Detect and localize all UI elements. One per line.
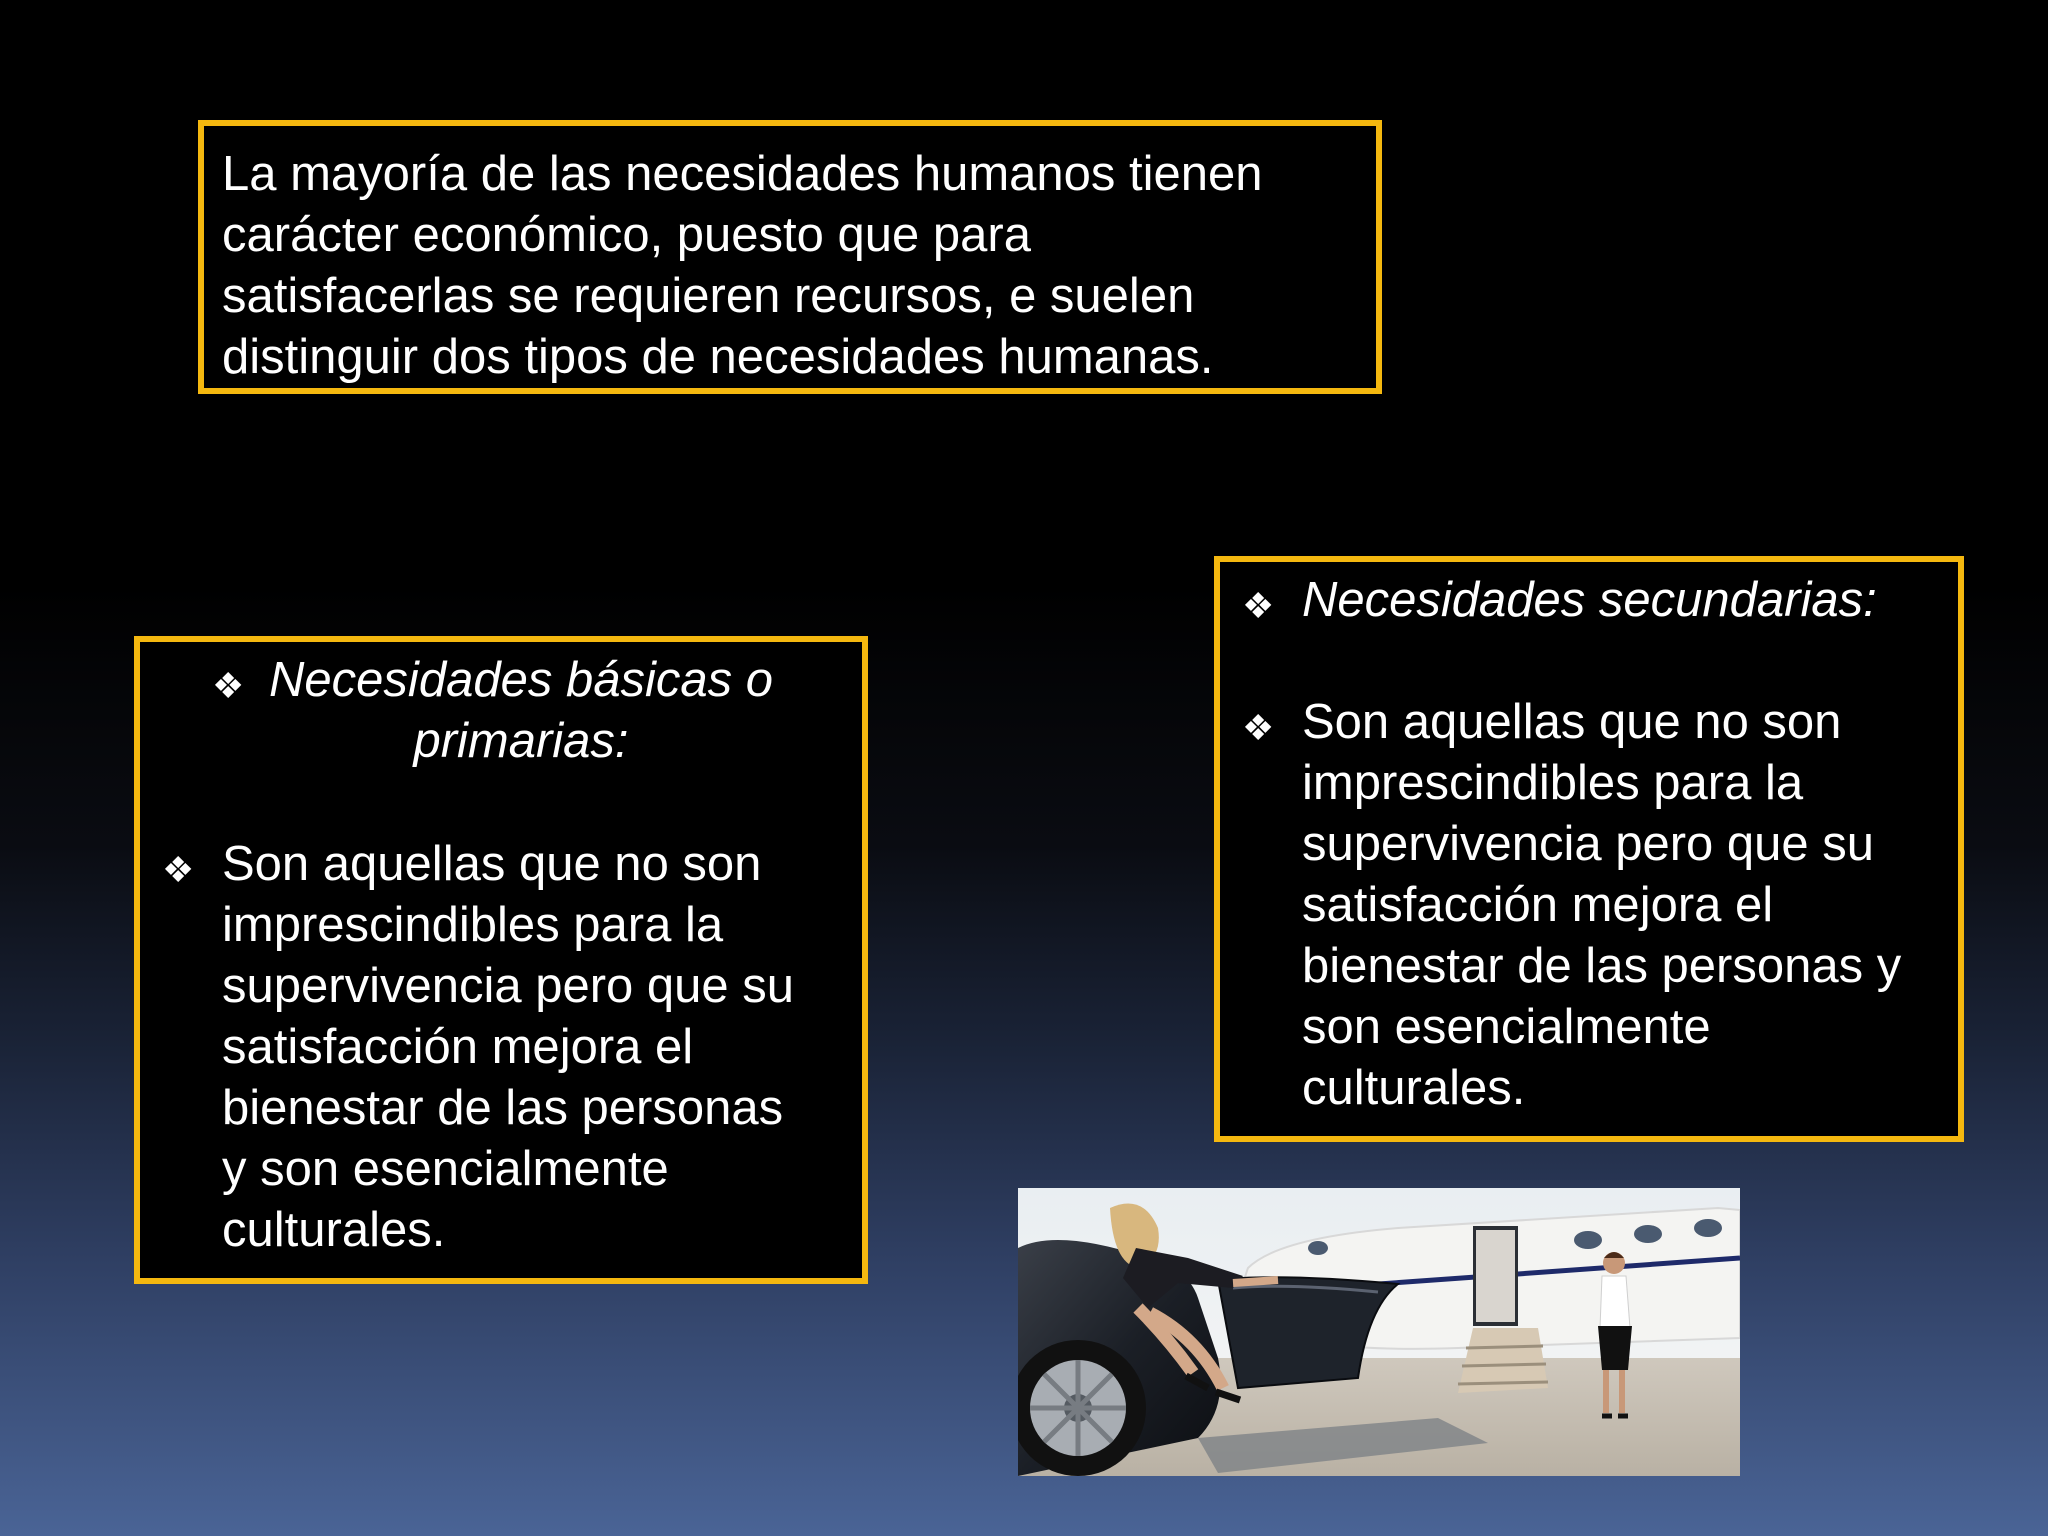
primary-body-line: satisfacción mejora el	[222, 1020, 694, 1074]
primary-body-line: y son esencialmente	[222, 1142, 669, 1196]
primary-needs-box	[134, 636, 868, 1284]
secondary-needs-box	[1214, 556, 1964, 1142]
luxury-car-jet-photo	[1018, 1188, 1740, 1476]
secondary-body-line: supervivencia pero que su	[1302, 817, 1875, 871]
secondary-body-line: Son aquellas que no son	[1302, 695, 1842, 749]
intro-text-box	[198, 120, 1382, 394]
bullet-diamond-icon: ❖	[1242, 707, 1275, 748]
bullet-diamond-icon: ❖	[162, 849, 195, 890]
primary-body-line: supervivencia pero que su	[222, 959, 795, 1013]
intro-paragraph	[204, 126, 1376, 400]
intro-line: satisfacerlas se requieren recursos, e suelen	[222, 269, 1195, 323]
intro-line: carácter económico, puesto que para	[222, 208, 1031, 262]
primary-body	[222, 834, 794, 1261]
secondary-heading: Necesidades secundarias:	[1302, 573, 1877, 627]
intro-line: distinguir dos tipos de necesidades humanas.	[222, 330, 1214, 384]
secondary-body-line: satisfacción mejora el	[1302, 878, 1774, 932]
intro-line: La mayoría de las necesidades humanos tienen	[222, 147, 1263, 201]
primary-heading	[140, 650, 862, 772]
primary-heading-line: Necesidades básicas o	[269, 653, 773, 707]
secondary-body	[1302, 692, 1901, 1119]
primary-body-line: bienestar de las personas	[222, 1081, 784, 1135]
secondary-body-line: culturales.	[1302, 1061, 1526, 1115]
bullet-diamond-icon: ❖	[212, 665, 245, 706]
secondary-body-line: son esencialmente	[1302, 1000, 1711, 1054]
secondary-body-line: bienestar de las personas y	[1302, 939, 1902, 993]
primary-body-line: culturales.	[222, 1203, 446, 1257]
bullet-diamond-icon: ❖	[1242, 585, 1275, 626]
primary-heading-line: primarias:	[413, 714, 629, 768]
primary-body-line: Son aquellas que no son	[222, 837, 762, 891]
primary-body-line: imprescindibles para la	[222, 898, 724, 952]
secondary-body-line: imprescindibles para la	[1302, 756, 1804, 810]
